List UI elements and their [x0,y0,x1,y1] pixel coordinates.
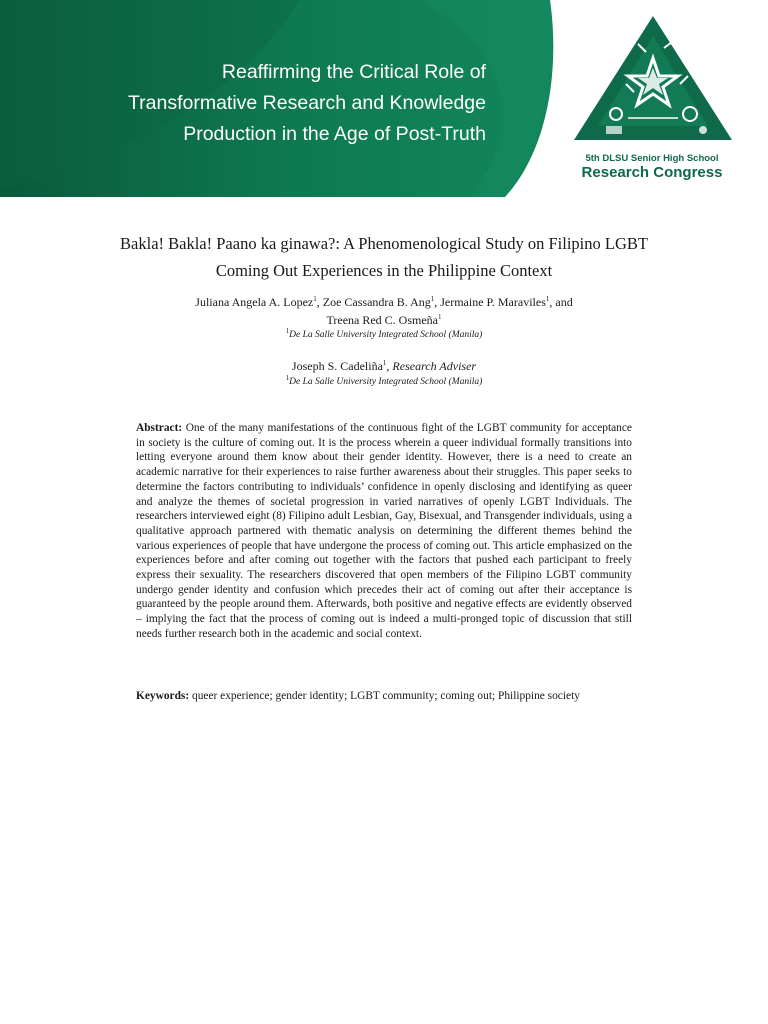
adviser-name: Joseph S. Cadeliña [291,359,383,373]
triangle-star-logo-icon [568,14,738,154]
paper-title-line-1: Bakla! Bakla! Paano ka ginawa?: A Phenomenological Study on Filipino LGBT [120,234,648,253]
author-name: Zoe Cassandra B. Ang [322,295,431,309]
logo-title: Research Congress [581,164,723,181]
adviser-affil-marker: 1 [382,359,387,367]
author-name: Jermaine P. Maraviles [440,295,546,309]
author-list [60,293,708,329]
author-affil-marker: 1 [313,295,317,303]
keywords-label: Keywords: [136,690,190,702]
tagline-line-3: Production in the Age of Post-Truth [183,123,486,145]
affiliation-marker: 1 [285,373,290,382]
author-name: Juliana Angela A. Lopez [195,295,314,309]
paper-title [60,230,708,284]
author-name: Treena Red C. Osmeña [326,313,439,327]
keywords-text: queer experience; gender identity; LGBT community; coming out; Philippine society [189,690,580,702]
author-line-2 [60,311,708,329]
adviser-affiliation [60,373,708,387]
adviser-role: , Research Adviser [386,359,477,373]
conference-tagline [60,57,486,150]
affiliation-marker: 1 [285,326,290,335]
author-affiliation [60,326,708,340]
author-separator: , [434,295,441,309]
research-congress-logo [568,14,738,186]
author-line-1 [60,293,708,311]
author-separator: , and [549,295,573,309]
author-affil-marker: 1 [438,313,442,321]
paper-title-line-2: Coming Out Experiences in the Philippine Context [215,261,553,280]
abstract [136,421,632,642]
logo-subtitle: 5th DLSU Senior High School [585,153,719,164]
tagline-line-1: Reaffirming the Critical Role of [221,61,486,83]
research-adviser [60,359,708,374]
keywords [136,690,656,702]
tagline-line-2: Transformative Research and Knowledge [127,92,486,114]
author-separator: , [316,295,323,309]
affiliation-text: De La Salle University Integrated School (Manila) [289,330,483,340]
affiliation-text: De La Salle University Integrated School (Manila) [289,377,483,387]
abstract-label: Abstract: [136,422,183,434]
author-affil-marker: 1 [430,295,435,303]
author-affil-marker: 1 [545,295,550,303]
abstract-text: One of the many manifestations of the continuous fight of the LGBT community for acceptance in society is the culture of coming out. It is the process wherein a queer individual formally transitions into letting everyone around them know about their gender identity. However, there is a need to create an academic narrative for their experiences to raise further awareness about their struggles. This paper seeks to determine the factors contributing to individuals’ confidence in openly disclosing and identifying as queer and analyze the themes of societal progression in varied narratives of openly LGBT Individuals. The researchers interviewed eight (8) Filipino adult Lesbian, Gay, Bisexual, and Transgender individuals, using a qualitative approach partnered with thematic analysis on determining the different themes behind the various experiences of people that have undergone the process of coming out. This article emphasized on the experiences before and after coming out together with the factors that pushed each participant to freely express their sexuality. The researchers discovered that open members of the Filipino LGBT community undergo gender identity and confusion which precedes their act of coming out after their acceptance is guaranteed by the people around them. Afterwards, both positive and negative effects are evidently observed – implying the fact that the process of coming out is indeed a multi-pronged topic of discussion that still needs further research both in the academic and social context. [136,422,632,640]
conference-banner [0,0,768,197]
